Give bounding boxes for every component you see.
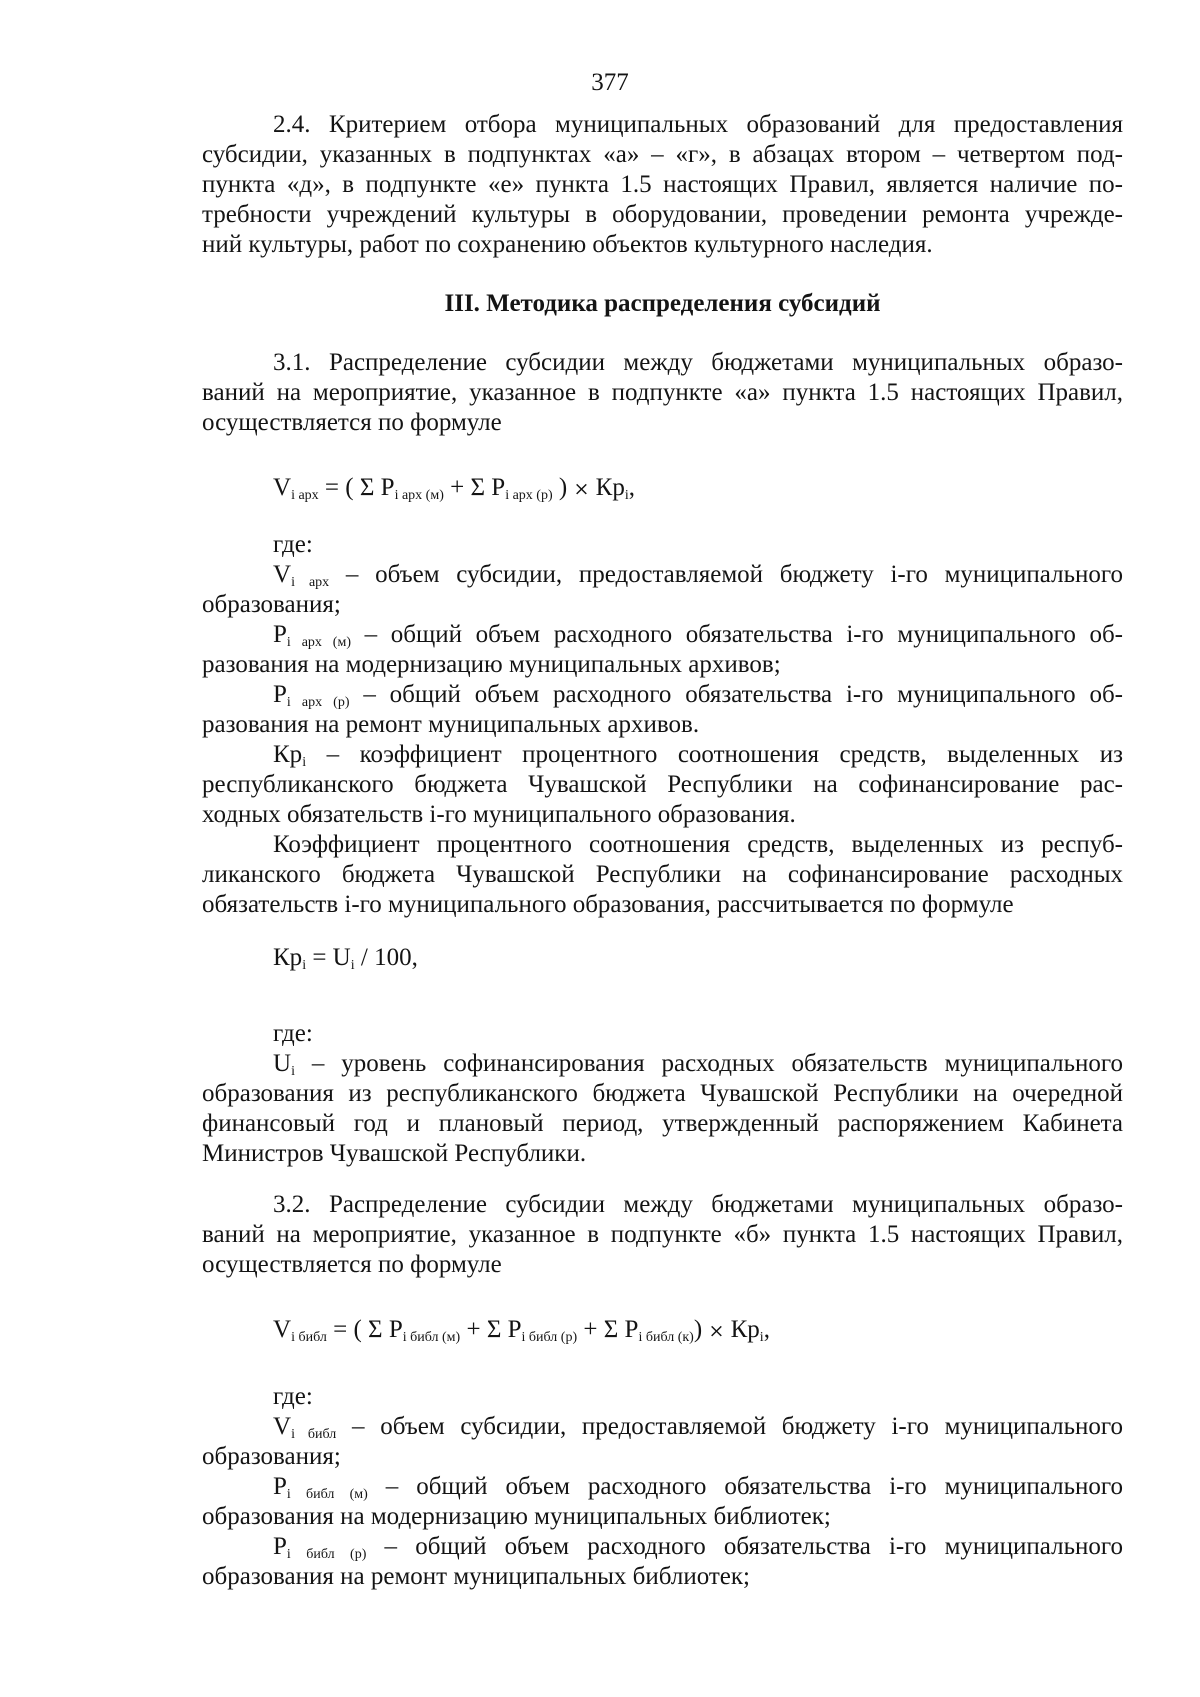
formula-library: $V_{i библ}$ = ( Σ $P_{i библ (м)} + \Sigma$ $P_{i библ (р)} + \Sigma$ $P_{i библ (к)}) \times Кр_i$, bbox=[273, 1316, 770, 1345]
where-label: где: bbox=[273, 1383, 313, 1410]
page-number: 377 bbox=[591, 69, 629, 96]
definition-v: $V_{i арх}$ – объем субсидии, предоставляемой бюджету i-го муниципального bbox=[273, 561, 1123, 590]
formula-archive: $V_{i арх}$ = ( Σ $P_{i арх (м)} + \Sigma$ $P_{i арх (р)}$ ) × $Кр_i$, bbox=[273, 474, 635, 503]
text-line: образования; bbox=[202, 591, 341, 618]
definitions-u bbox=[202, 1049, 1123, 1169]
text-line: ваний на мероприятие, указанное в подпункте «б» пункта 1.5 настоящих Правил, bbox=[202, 1221, 1123, 1248]
text-line: разования на модернизацию муниципальных архивов; bbox=[202, 651, 781, 678]
text-line: Министров Чувашской Республики. bbox=[202, 1140, 587, 1167]
text-line: разования на ремонт муниципальных архивов. bbox=[202, 711, 700, 738]
where-label: где: bbox=[273, 531, 313, 558]
text-line: ваний на мероприятие, указанное в подпункте «а» пункта 1.5 настоящих Правил, bbox=[202, 379, 1123, 406]
text-line: обязательств i-го муниципального образования, рассчитывается по формуле bbox=[202, 891, 1014, 918]
definitions-library bbox=[202, 1412, 1123, 1592]
text-line: пункта «д», в подпункте «е» пункта 1.5 настоящих Правил, является наличие по- bbox=[202, 171, 1123, 198]
text-line: финансовый год и плановый период, утвержденный распоряжением Кабинета bbox=[202, 1110, 1123, 1137]
text-line: Коэффициент процентного соотношения средств, выделенных из респуб- bbox=[273, 831, 1123, 858]
text-line: субсидии, указанных в подпунктах «а» – «г», в абзацах втором – четвертом под- bbox=[202, 141, 1123, 168]
definition-pr: $P_{i библ (р)}$ – общий объем расходного обязательства i-го муниципального bbox=[273, 1533, 1123, 1562]
definition-u: $U_i$ – уровень софинансирования расходных обязательств муниципального bbox=[273, 1050, 1123, 1079]
text-line: требности учреждений культуры в оборудовании, проведении ремонта учрежде- bbox=[202, 201, 1123, 228]
text-line: ликанского бюджета Чувашской Республики на софинансирование расходных bbox=[202, 861, 1123, 888]
definition-kp: $Кр_i$ – коэффициент процентного соотношения средств, выделенных из bbox=[273, 741, 1123, 770]
definition-pm: $P_{i арх (м)}$ – общий объем расходного обязательства i-го муниципального об- bbox=[273, 621, 1124, 650]
paragraph-3-2 bbox=[202, 1190, 1123, 1280]
definition-pm: $P_{i библ (м)}$ – общий объем расходного обязательства i-го муниципального bbox=[273, 1473, 1124, 1502]
text-line: образования на модернизацию муниципальных библиотек; bbox=[202, 1503, 831, 1530]
definitions-archive bbox=[202, 560, 1123, 920]
definition-v: $V_{i библ}$ – объем субсидии, предоставляемой бюджету i-го муниципального bbox=[273, 1413, 1124, 1442]
text-line: 3.2. Распределение субсидии между бюджетами муниципальных образо- bbox=[273, 1191, 1123, 1218]
formula-kp: $Кр_i = U_i / 100$, bbox=[273, 944, 418, 973]
paragraph-2-4 bbox=[202, 110, 1123, 260]
where-label: где: bbox=[273, 1020, 313, 1047]
text-line: 3.1. Распределение субсидии между бюджетами муниципальных образо- bbox=[273, 349, 1123, 376]
text-line: ний культуры, работ по сохранению объектов культурного наследия. bbox=[202, 231, 933, 258]
text-line: республиканского бюджета Чувашской Республики на софинансирование рас- bbox=[202, 771, 1123, 798]
section-heading: III. Методика распределения субсидий bbox=[444, 290, 881, 317]
text-line: образования на ремонт муниципальных библиотек; bbox=[202, 1563, 750, 1590]
definition-pr: $P_{i арх (р)}$ – общий объем расходного обязательства i-го муниципального об- bbox=[273, 681, 1123, 710]
text-line: 2.4. Критерием отбора муниципальных образований для предоставления bbox=[273, 111, 1123, 138]
text-line: осуществляется по формуле bbox=[202, 409, 502, 436]
text-line: образования из республиканского бюджета Чувашской Республики на очередной bbox=[202, 1080, 1123, 1107]
paragraph-3-1 bbox=[202, 348, 1123, 438]
text-line: осуществляется по формуле bbox=[202, 1251, 502, 1278]
text-line: образования; bbox=[202, 1443, 341, 1470]
text-line: ходных обязательств i-го муниципального образования. bbox=[202, 801, 796, 828]
